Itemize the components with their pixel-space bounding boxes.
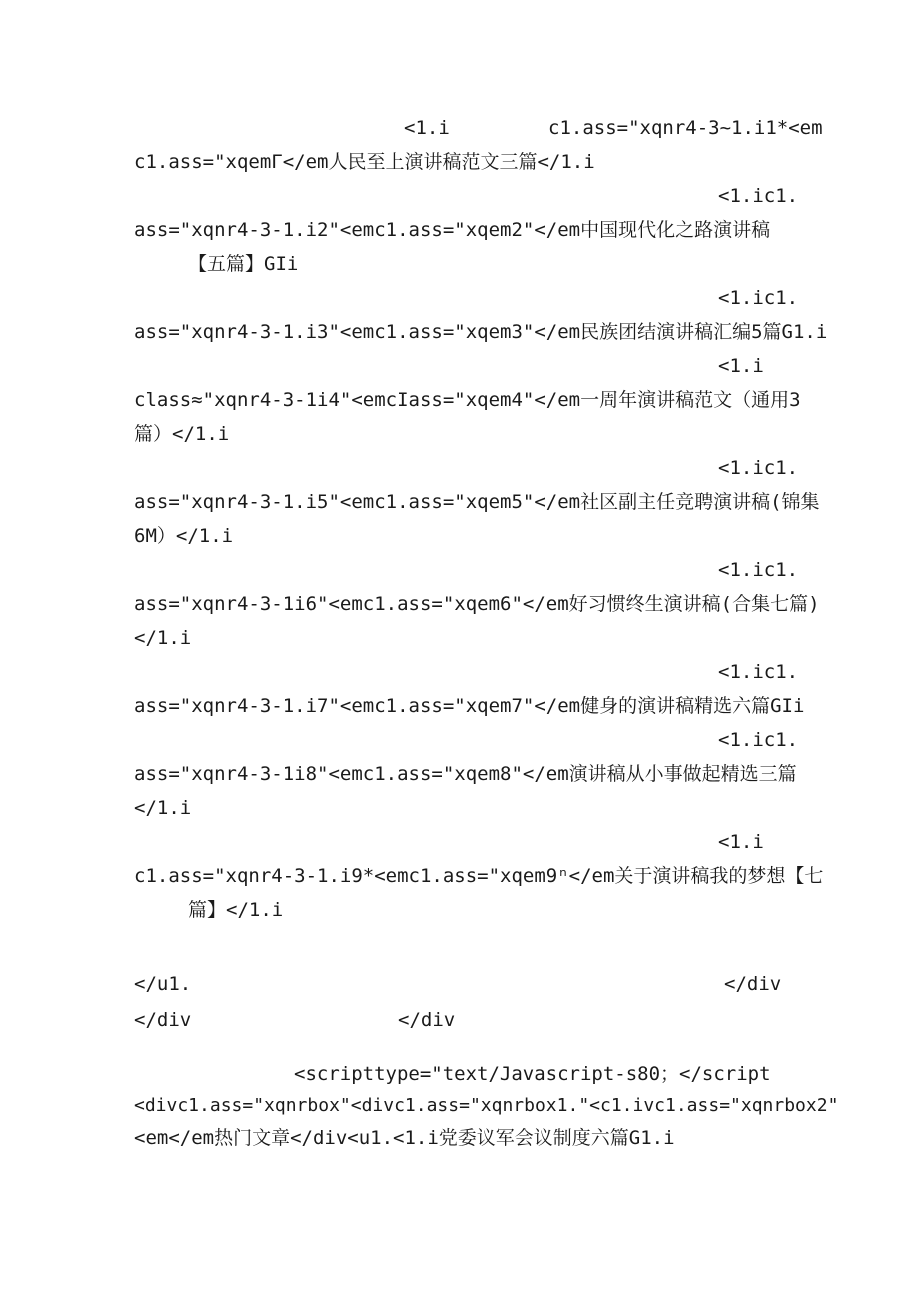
text-line: c1.ass="xqemΓ</em人民至上演讲稿范文三篇</1.i (134, 151, 595, 173)
text-line: ass="xqnr4-3-1i6"<emc1.ass="xqem6"</em好习惯终生演讲稿(合集七篇) (134, 593, 820, 615)
text-line: </div (398, 1009, 456, 1031)
text-line: </1.i (134, 627, 192, 649)
text-line: </u1. (134, 973, 192, 995)
text-line: c1.ass="xqnr4-3~1.i1*<em (548, 117, 823, 139)
text-line: 篇）</1.i (134, 423, 230, 445)
text-line: ass="xqnr4-3-1i8"<emc1.ass="xqem8"</em演讲稿从小事做起精选三篇 (134, 763, 797, 785)
text-line: </1.i (134, 797, 192, 819)
text-line: ass="xqnr4-3-1.i2"<emc1.ass="xqem2"</em中国现代化之路演讲稿 (134, 219, 771, 241)
text-line: <1.ic1. (718, 729, 799, 751)
text-line: 篇】</1.i (188, 899, 284, 921)
text-line: <1.i (404, 117, 450, 139)
text-line: 6M）</1.i (134, 525, 234, 547)
text-line: <1.i (718, 355, 764, 377)
text-line: <em</em热门文章</div<u1.<1.i党委议军会议制度六篇G1.i (134, 1127, 675, 1149)
text-line: ass="xqnr4-3-1.i5"<emc1.ass="xqem5"</em社区副主任竞聘演讲稿(锦集 (134, 491, 820, 513)
text-line: ass="xqnr4-3-1.i3"<emc1.ass="xqem3"</em民族团结演讲稿汇编5篇G1.i (134, 321, 828, 343)
text-line: <1.ic1. (718, 287, 799, 309)
text-line: <scripttype="text/Javascript-s80；</script (294, 1063, 771, 1085)
text-line: </div (134, 1009, 192, 1031)
text-line: <1.i (718, 831, 764, 853)
text-line: class≈"xqnr4-3-1i4"<emcIass="xqem4"</em一周年演讲稿范文（通用3 (134, 389, 801, 411)
text-line: <1.ic1. (718, 457, 799, 479)
text-line: </div (724, 973, 782, 995)
text-line: <divc1.ass="xqnrbox"<divc1.ass="xqnrbox1."<c1.ivc1.ass="xqnrbox2" (134, 1095, 839, 1116)
text-line: c1.ass="xqnr4-3-1.i9*<emc1.ass="xqem9ⁿ</em关于演讲稿我的梦想【七 (134, 865, 824, 887)
text-line: ass="xqnr4-3-1.i7"<emc1.ass="xqem7"</em健身的演讲稿精选六篇GIi (134, 695, 805, 717)
text-line: 【五篇】GIi (188, 253, 299, 275)
text-line: <1.ic1. (718, 185, 799, 207)
text-line: <1.ic1. (718, 559, 799, 581)
text-line: <1.ic1. (718, 661, 799, 683)
